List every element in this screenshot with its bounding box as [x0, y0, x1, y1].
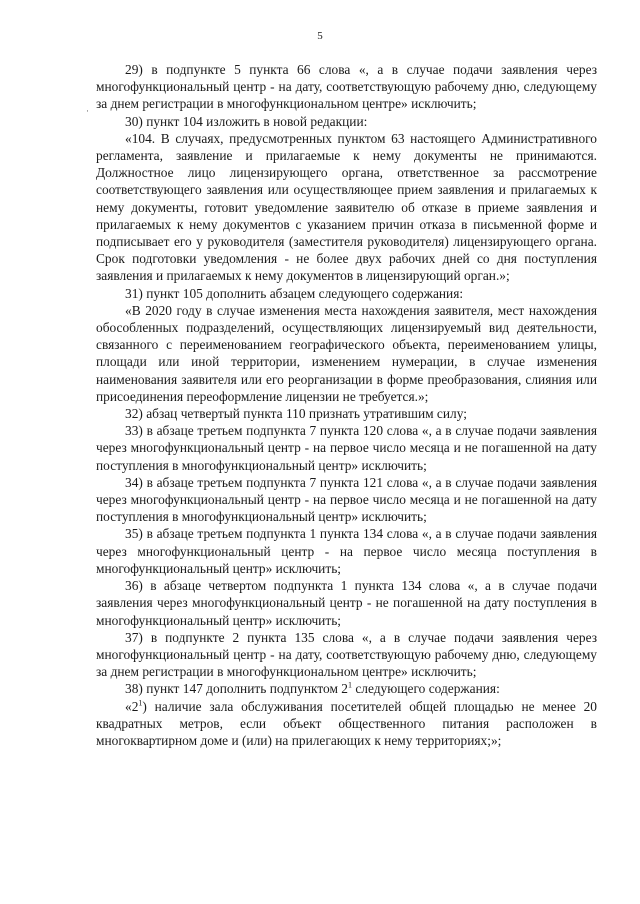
paragraph-36: 36) в абзаце четвертом подпункта 1 пункта 134 слова «, а в случае подачи заявления через многофункциональный центр - не погашенной на дату поступления в многофункциональный центр» исключить;: [96, 578, 597, 628]
paragraph-37: 37) в подпункте 2 пункта 135 слова «, а в случае подачи заявления через многофункциональный центр - на дату, соответствующую рабочему дню, следующему за днем регистрации в многофункциональном центре» исключить;: [96, 629, 597, 680]
paragraph-2-1-text: [96, 698, 597, 750]
paragraph-35: 35) в абзаце третьем подпункта 1 пункта 134 слова «, а в случае подачи заявления через многофункциональный центр - на первое число месяца поступления в многофункциональный центр» исключить;: [96, 526, 597, 576]
paragraph-38-superscript: 1: [347, 680, 352, 690]
paragraph-29: 29) в подпункте 5 пункта 66 слова «, а в случае подачи заявления через многофункциональный центр - на дату, соответствующую рабочему дню, следующему за днем регистрации в многофункциональном центре» исключить;: [96, 62, 597, 112]
paragraph-32: 32) абзац четвертый пункта 110 признать утратившим силу;: [125, 406, 467, 422]
paragraph-2-1-superscript: 1: [138, 698, 143, 708]
paragraph-38-tail: следующего содержания:: [351, 681, 500, 697]
side-mark: ·: [86, 106, 89, 116]
paragraph-2-1-body: ) наличие зала обслуживания посетителей общей площадью не менее 20 квадратных метров, если объект общественного питания расположен в многоквартирном доме и (или) на прилегающих к нему территориях;»;: [96, 698, 597, 748]
page-number: 5: [317, 30, 323, 42]
paragraph-104-text: «104. В случаях, предусмотренных пунктом 63 настоящего Административного регламента, заявление и прилагаемые к нему документы не принимаются. Должностное лицо лицензирующего органа, ответственное за рассмотрение соответствующего заявления или осуществляющее прием заявления и прилагаемых к нему документы, готовит уведомление заявителю об отказе в приеме заявления и прилагаемых к нему документов с указанием причин отказа в письменной форме и подписывает его у руководителя (заместителя руководителя) лицензирующего органа. Срок подготовки уведомления - не более двух рабочих дней со дня поступления заявления и прилагаемых к нему документов в лицензирующий орган.»;: [96, 130, 597, 284]
paragraph-38: [96, 680, 597, 697]
paragraph-105-text: «В 2020 году в случае изменения места нахождения заявителя, мест нахождения обособленных подразделений, осуществляющих лицензируемый вид деятельности, связанного с переименованием географического объекта, переименованием улицы, площади или иной территории, изменением нумерации, в случае изменения наименования заявителя или его реорганизации в форме преобразования, слияния или присоединения переоформление лицензии не требуется.»;: [96, 302, 597, 404]
paragraph-33: 33) в абзаце третьем подпункта 7 пункта 120 слова «, а в случае подачи заявления через многофункциональный центр - на первое число месяца и не погашенной на дату поступления в многофункциональный центр» исключить;: [96, 423, 597, 473]
paragraph-30: 30) пункт 104 изложить в новой редакции:: [125, 113, 368, 129]
document-body: [96, 61, 597, 749]
paragraph-2-1-open: «2: [125, 698, 139, 714]
paragraph-31: 31) пункт 105 дополнить абзацем следующего содержания:: [125, 285, 464, 301]
paragraph-34: 34) в абзаце третьем подпункта 7 пункта 121 слова «, а в случае подачи заявления через многофункциональный центр - на первое число месяца и не погашенной на дату поступления в многофункциональный центр» исключить;: [96, 474, 597, 525]
paragraph-38-text: 38) пункт 147 дополнить подпунктом 2: [125, 681, 348, 697]
